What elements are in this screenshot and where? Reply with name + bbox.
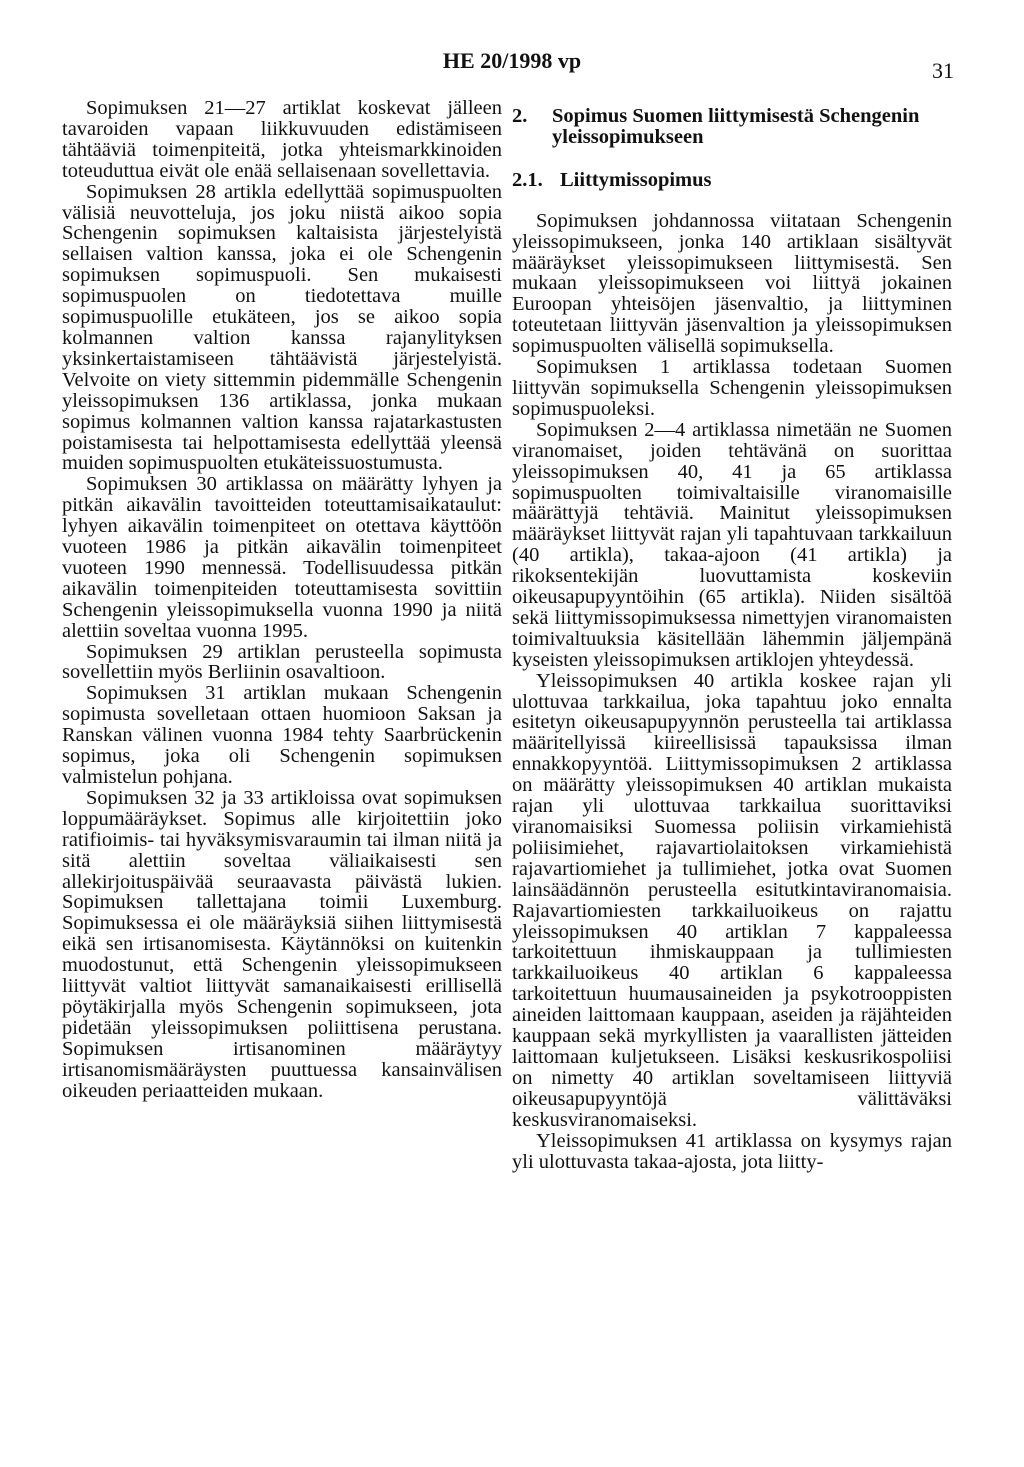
subsection-title: Liittymissopimus: [560, 168, 712, 191]
section-number: 2.: [512, 105, 528, 127]
paragraph-article-41: Yleissopimuksen 41 artiklassa on kysymys rajan yli ulottuvasta takaa-ajosta, jota liitty-: [512, 1129, 952, 1173]
paragraph-articles-32-33: Sopimuksen 32 ja 33 artikloissa ovat sopimuksen loppumääräykset. Sopimus alle kirjoitettiin joko ratifioimis- tai hyväksymisvaraumin tai ilman niitä ja sitä alettiin soveltaa väliaikaisesti sen allekirjoituspäivää seuraavasta päivästä lukien. Sopimuksen tallettajana toimii Luxemburg. Sopimuksessa ei ole määräyksiä siihen liittymisestä eikä sen irtisanomisesta. Käytännöksi on kuitenkin muodostunut, että Schengenin yleissopimukseen liittyvät valtiot liittyvät samanaikaisesti erillisellä pöytäkirjalla myös Schengenin sopimukseen, jota pidetään yleissopimuksen poliittisena perustana. Sopimuksen irtisanominen määräytyy irtisanomismääräysten puuttuessa kansainvälisen oikeuden periaatteiden mukaan.: [62, 786, 502, 1102]
paragraph-articles-2-4: Sopimuksen 2—4 artiklassa nimetään ne Suomen viranomaiset, joiden tehtävänä on suorittaa yleissopimuksen 40, 41 ja 65 artiklassa sopimuspuolten toimivaltaisille viranomaisille määrättyjä tehtäviä. Mainitut yleissopimuksen määräykset liittyvät rajan yli tapahtuvaan tarkkailuun (40 artikla), takaa-ajoon (41 artikla) ja rikoksentekijän luovuttamista koskeviin oikeusapupyyntöihin (65 artikla). Niiden sisältöä sekä liittymissopimuksessa nimettyjen viranomaisten toimivaltuuksia käsitellään lähemmin jäljempänä kyseisten yleissopimuksen artiklojen yhteydessä.: [512, 418, 952, 671]
paragraph-johdanto: Sopimuksen johdannossa viitataan Schengenin yleissopimukseen, jonka 140 artiklaan sisältyvät määräykset yleissopimukseen liittymisestä. Sen mukaan yleissopimukseen voi liittyä jokainen Euroopan yhteisöjen jäsenvaltio, ja liittyminen toteutetaan liittyvän jäsenvaltion ja yleissopimuksen sopimuspuolten välisellä sopimuksella.: [512, 209, 952, 358]
paragraph-article-1: Sopimuksen 1 artiklassa todetaan Suomen liittyvän sopimuksella Schengenin yleissopimuksen sopimuspuoleksi.: [512, 356, 952, 420]
page-header: [0, 48, 1024, 88]
paragraph-article-29: Sopimuksen 29 artiklan perusteella sopimusta sovellettiin myös Berliinin osavaltioon.: [62, 640, 502, 684]
section-heading: [512, 106, 952, 148]
paragraph-article-30: Sopimuksen 30 artiklassa on määrätty lyhyen ja pitkän aikavälin tavoitteiden toteuttamisaikataulut: lyhyen aikavälin toimenpiteet on otettava käyttöön vuoteen 1986 ja pitkän aikavälin toimenpiteet vuoteen 1990 mennessä. Todellisuudessa pitkän aikavälin toimenpiteiden toteuttamisesta sovittiin Schengenin yleissopimuksella vuonna 1990 ja niitä alettiin soveltaa vuonna 1995.: [62, 473, 502, 642]
right-column: [512, 98, 952, 1172]
paragraph-article-28: Sopimuksen 28 artikla edellyttää sopimuspuolten välisiä neuvotteluja, jos joku niistä aikoo sopia Schengenin sopimuksen kaltaisista järjestelyistä sellaisen valtion kanssa, joka ei ole Schengenin sopimuksen sopimuspuoli. Sen mukaisesti sopimuspuolen on tiedotettava muille sopimuspuolille etukäteen, jos se aikoo sopia kolmannen valtion kanssa rajanylityksen yksinkertaistamiseen tähtäävistä järjestelyistä. Velvoite on viety sittemmin pidemmälle Schengenin yleissopimuksen 136 artiklassa, jonka mukaan sopimus kolmannen valtion kanssa rajatarkastusten poistamisesta tai helpottamisesta edellyttää yleensä muiden sopimuspuolten etukäteissuostumusta.: [62, 180, 502, 475]
subsection-number: 2.1.: [512, 168, 543, 191]
left-column: [62, 98, 502, 1102]
paragraph-articles-21-27: Sopimuksen 21—27 artiklat koskevat jälleen tavaroiden vapaan liikkuvuuden edistämiseen tähtääviä toimenpiteitä, jotka yhteismarkkinoiden toteuduttua eivät ole enää sellaisenaan sovellettavia.: [62, 97, 502, 182]
paragraph-article-40: Yleissopimuksen 40 artikla koskee rajan yli ulottuvaa tarkkailua, joka tapahtuu joko ennalta esitetyn oikeusapupyynnön perusteella tai artiklassa määritellyissä kiireellisissä tapauksissa ilman ennakkopyyntöä. Liittymissopimuksen 2 artiklassa on määrätty yleissopimuksen 40 artiklan mukaista rajan yli ulottuvaa tarkkailua suorittaviksi viranomaisiksi Suomessa poliisin virkamiehistä poliisimiehet, rajavartiolaitoksen virkamiehistä rajavartiomiehet ja tullimiehet, jotka ovat Suomen lainsäädännön perusteella esitutkintaviranomaisia. Rajavartiomiesten tarkkailuoikeus on rajattu yleissopimuksen 40 artiklan 7 kappaleessa tarkoitettuun ihmiskauppaan ja tullimiesten tarkkailuoikeus 40 artiklan 6 kappaleessa tarkoitettuun huumausaineiden ja psykotrooppisten aineiden laittomaan kauppaan, aseiden ja räjähteiden kauppaan sekä myrkyllisten ja vaarallisten jätteiden laittomaan kuljetukseen. Lisäksi keskusrikospoliisi on nimetty 40 artiklan soveltamiseen liittyviä oikeusapupyyntöjä välittäväksi keskusviranomaiseksi.: [512, 669, 952, 1131]
section-title: Sopimus Suomen liittymisestä Schengenin yleissopimukseen: [552, 105, 920, 148]
subsection-heading: [512, 170, 952, 191]
page-number: 31: [932, 58, 954, 83]
document-title: HE 20/1998 vp: [442, 48, 582, 73]
paragraph-article-31: Sopimuksen 31 artiklan mukaan Schengenin sopimusta sovelletaan ottaen huomioon Saksan ja Ranskan välinen vuonna 1984 tehty Saarbrückenin sopimus, joka oli Schengenin sopimuksen valmistelun pohjana.: [62, 682, 502, 788]
